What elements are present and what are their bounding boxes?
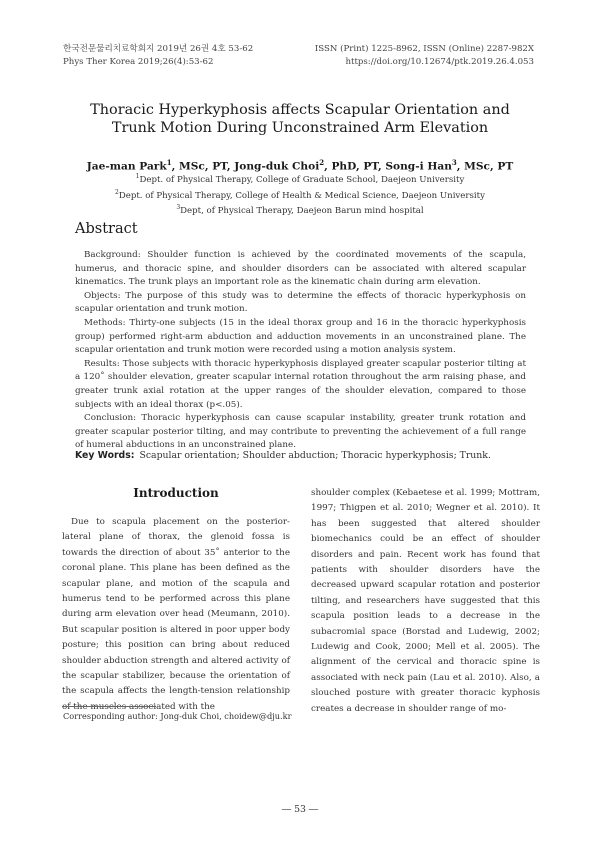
affiliation [0,187,600,203]
introduction-heading: Introduction [133,486,219,500]
author-affil-mark: 3 [451,158,457,167]
intro-column-left: Due to scapula placement on the posterior-lateral plane of thorax, the glenoid fossa is towards the direction of about 35˚ anterior to the coronal plane. This plane has been defined as the scapular plane, and motion of the scapula and humerus tend to be performed across this plane during arm elevation over head (Meumann, 2010). But scapular position is altered in poor upper body posture; this position can bring about reduced shoulder abduction strength and altered activity of the scapular stabilizer, because the orientation of the scapula affects the length-tension relationship of the muscles associated with the [62,517,290,712]
journal-citation: Phys Ther Korea 2019;26(4):53-62 [63,57,214,67]
abstract-heading: Abstract [75,221,138,237]
affiliation-list [0,171,600,218]
affil-text: Dept. of Physical Therapy, College of Graduate School, Daejeon University [139,174,465,185]
keywords [75,450,526,461]
corresponding-author-note: Corresponding author: Jong-duk Choi, choidew@dju.kr [63,711,292,721]
keywords-label: Key Words: [75,450,135,461]
abstract-results: Results: Those subjects with thoracic hyperkyphosis displayed greater scapular posterior tilting at a 120˚ shoulder elevation, greater scapular internal rotation throughout the arm raising phase, and greater trunk axial rotation at the upper ranges of the shoulder elevation, compared to those subjects with an ideal thorax (p<.05). [75,358,526,410]
author-degrees: , PhD, PT, [324,160,386,173]
author-name: Jong-duk Choi [234,160,320,173]
author-affil-mark: 1 [166,158,172,167]
affiliation [0,202,600,218]
title-line-1: Thoracic Hyperkyphosis affects Scapular Orientation and [90,102,510,118]
author-name: Jae-man Park [86,160,167,173]
paper-title [0,101,600,137]
author-degrees: , MSc, PT [456,160,514,173]
journal-name-korean: 한국전문물리치료학회지 2019년 26권 4호 53-62 [63,44,254,54]
journal-header-left [63,43,253,69]
affil-mark: 1 [135,173,140,180]
journal-header-right [315,43,534,69]
affil-text: Dept. of Physical Therapy, College of Health & Medical Science, Daejeon University [118,190,485,201]
issn-line: ISSN (Print) 1225-8962, ISSN (Online) 2287-982X [314,44,534,54]
abstract-conclusion: Conclusion: Thoracic hyperkyphosis can cause scapular instability, greater trunk rotation and greater scapular posterior tilting, and may contribute to preventing the achievement of a full range of humeral abductions in an unconstrained plane. [75,413,526,451]
abstract-objects: Objects: The purpose of this study was to determine the effects of thoracic hyperkyphosis on scapular orientation and trunk motion. [75,290,526,315]
abstract-background: Background: Shoulder function is achieved by the coordinated movements of the scapula, humerus, and thoracic spine, and shoulder disorders can be associated with altered scapular kinematics. The trunk plays an important role as the kinematic chain during arm elevation. [75,250,526,288]
affiliation [0,171,600,187]
intro-column-right: shoulder complex (Kebaetese et al. 1999; Mottram, 1997; Thigpen et al. 2010; Wegner et al. 2010). It has been suggested that altered shoulder biomechanics could be an effect of shoulder disorders and pain. Recent work has found that patients with shoulder disorders have the decreased upward scapular rotation and posterior tilting, and researchers have suggested that this scapula position leads to a decrease in the subacromial space (Borstad and Ludewig, 2002; Ludewig and Cook, 2000; Mell et al. 2005). The alignment of the cervical and thoracic spine is associated with neck pain (Lau et al. 2010). Also, a slouched posture with greater thoracic kyphosis creates a decrease in shoulder range of mo- [311,488,540,714]
affil-mark: 2 [115,188,119,196]
author-affil-mark: 2 [319,158,325,167]
keywords-text: Scapular orientation; Shoulder abduction; Thoracic hyperkyphosis; Trunk. [139,450,491,461]
title-line-2: Trunk Motion During Unconstrained Arm Elevation [111,120,489,136]
author-name: Song-i Han [385,160,452,173]
abstract-methods: Methods: Thirty-one subjects (15 in the ideal thorax group and 16 in the thoracic hyperkyphosis group) performed right-arm abduction and adduction movements in an unconstrained plane. The scapular orientation and trunk motion were recorded using a motion analysis system. [75,317,526,356]
author-degrees: , MSc, PT, [171,160,235,173]
footnote-divider [62,706,156,707]
page-number: ― 53 ― [281,804,319,815]
abstract-body [75,249,526,453]
affil-mark: 3 [176,204,181,212]
doi-link[interactable]: https://doi.org/10.12674/ptk.2019.26.4.053 [345,57,534,67]
affil-text: Dept, of Physical Therapy, Daejeon Barun mind hospital [180,205,424,216]
